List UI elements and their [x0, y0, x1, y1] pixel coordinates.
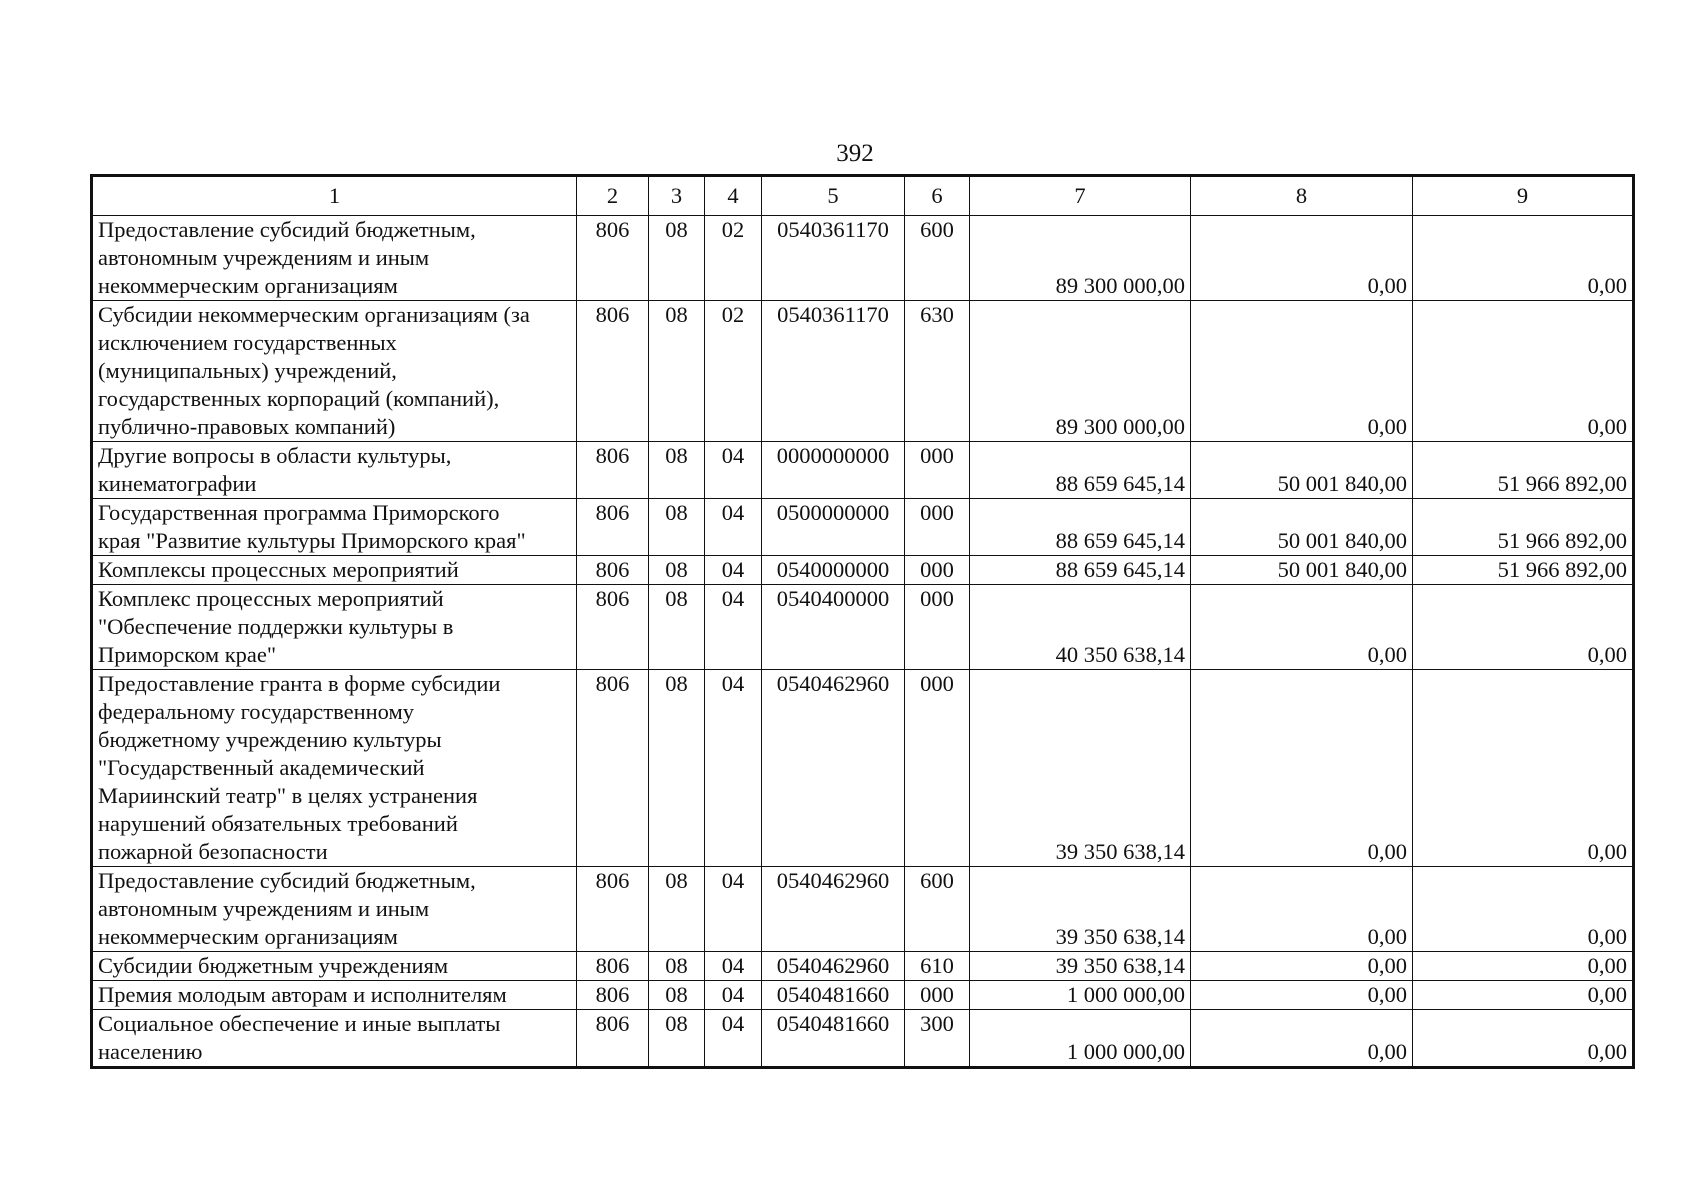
- expense-type-code: 000: [905, 556, 970, 585]
- ministry-code: 806: [577, 1010, 649, 1068]
- subsection-code: 04: [705, 981, 762, 1010]
- target-article-code: 0000000000: [762, 442, 905, 499]
- expense-type-code: 000: [905, 499, 970, 556]
- amount-col-7: 40 350 638,14: [970, 585, 1191, 670]
- ministry-code: 806: [577, 556, 649, 585]
- target-article-code: 0540361170: [762, 301, 905, 442]
- row-name-line: "Обеспечение поддержки культуры в: [98, 614, 454, 639]
- row-name-line: исключением государственных: [98, 330, 397, 355]
- budget-table: [90, 174, 1635, 1069]
- header-cell: 1: [92, 176, 577, 216]
- header-cell: 9: [1413, 176, 1634, 216]
- subsection-code: 04: [705, 556, 762, 585]
- row-name-line: Комплексы процессных мероприятий: [98, 557, 459, 582]
- table-row: [92, 1010, 1634, 1068]
- header-row: [92, 176, 1634, 216]
- subsection-code: 04: [705, 499, 762, 556]
- amount-col-7: 89 300 000,00: [970, 216, 1191, 301]
- section-code: 08: [649, 952, 705, 981]
- subsection-code: 04: [705, 585, 762, 670]
- amount-col-8: 0,00: [1191, 585, 1413, 670]
- row-name-line: нарушений обязательных требований: [98, 811, 458, 836]
- section-code: 08: [649, 556, 705, 585]
- amount-col-9: 51 966 892,00: [1413, 556, 1634, 585]
- target-article-code: 0540462960: [762, 952, 905, 981]
- target-article-code: 0540462960: [762, 670, 905, 867]
- expense-type-code: 610: [905, 952, 970, 981]
- row-name-line: бюджетному учреждению культуры: [98, 727, 442, 752]
- amount-col-7: 88 659 645,14: [970, 442, 1191, 499]
- target-article-code: 0540000000: [762, 556, 905, 585]
- table-row: [92, 216, 1634, 301]
- header-cell: 7: [970, 176, 1191, 216]
- amount-col-8: 0,00: [1191, 867, 1413, 952]
- header-cell: 5: [762, 176, 905, 216]
- subsection-code: 02: [705, 301, 762, 442]
- section-code: 08: [649, 585, 705, 670]
- target-article-code: 0540400000: [762, 585, 905, 670]
- amount-col-7: 89 300 000,00: [970, 301, 1191, 442]
- ministry-code: 806: [577, 301, 649, 442]
- subsection-code: 04: [705, 670, 762, 867]
- row-name-cell: [92, 952, 577, 981]
- row-name-line: (муниципальных) учреждений,: [98, 358, 397, 383]
- ministry-code: 806: [577, 981, 649, 1010]
- row-name-cell: [92, 981, 577, 1010]
- expense-type-code: 600: [905, 216, 970, 301]
- section-code: 08: [649, 867, 705, 952]
- expense-type-code: 000: [905, 585, 970, 670]
- row-name-cell: [92, 442, 577, 499]
- subsection-code: 04: [705, 1010, 762, 1068]
- ministry-code: 806: [577, 216, 649, 301]
- amount-col-7: 1 000 000,00: [970, 1010, 1191, 1068]
- amount-col-9: 0,00: [1413, 1010, 1634, 1068]
- section-code: 08: [649, 499, 705, 556]
- row-name-cell: [92, 670, 577, 867]
- ministry-code: 806: [577, 499, 649, 556]
- row-name-line: пожарной безопасности: [98, 839, 328, 864]
- amount-col-8: 0,00: [1191, 301, 1413, 442]
- amount-col-8: 0,00: [1191, 216, 1413, 301]
- target-article-code: 0540481660: [762, 1010, 905, 1068]
- amount-col-8: 0,00: [1191, 670, 1413, 867]
- expense-type-code: 630: [905, 301, 970, 442]
- row-name-line: Другие вопросы в области культуры,: [98, 443, 452, 468]
- amount-col-8: 0,00: [1191, 1010, 1413, 1068]
- row-name-line: Социальное обеспечение и иные выплаты: [98, 1011, 501, 1036]
- row-name-line: Мариинский театр" в целях устранения: [98, 783, 478, 808]
- row-name-cell: [92, 867, 577, 952]
- section-code: 08: [649, 301, 705, 442]
- row-name-line: государственных корпораций (компаний),: [98, 386, 500, 411]
- subsection-code: 04: [705, 867, 762, 952]
- ministry-code: 806: [577, 585, 649, 670]
- section-code: 08: [649, 442, 705, 499]
- row-name-cell: [92, 216, 577, 301]
- expense-type-code: 000: [905, 981, 970, 1010]
- amount-col-9: 0,00: [1413, 585, 1634, 670]
- amount-col-7: 88 659 645,14: [970, 556, 1191, 585]
- row-name-cell: [92, 585, 577, 670]
- section-code: 08: [649, 1010, 705, 1068]
- row-name-line: Предоставление субсидий бюджетным,: [98, 217, 476, 242]
- row-name-line: "Государственный академический: [98, 755, 425, 780]
- section-code: 08: [649, 216, 705, 301]
- table-row: [92, 952, 1634, 981]
- target-article-code: 0540361170: [762, 216, 905, 301]
- section-code: 08: [649, 981, 705, 1010]
- expense-type-code: 600: [905, 867, 970, 952]
- row-name-cell: [92, 301, 577, 442]
- row-name-line: края "Развитие культуры Приморского края": [98, 528, 526, 553]
- table-row: [92, 585, 1634, 670]
- amount-col-8: 50 001 840,00: [1191, 499, 1413, 556]
- row-name-line: федеральному государственному: [98, 699, 414, 724]
- expense-type-code: 000: [905, 442, 970, 499]
- amount-col-7: 39 350 638,14: [970, 670, 1191, 867]
- table-row: [92, 499, 1634, 556]
- row-name-cell: [92, 1010, 577, 1068]
- row-name-line: кинематографии: [98, 471, 257, 496]
- row-name-line: Субсидии бюджетным учреждениям: [98, 953, 449, 978]
- target-article-code: 0540481660: [762, 981, 905, 1010]
- expense-type-code: 000: [905, 670, 970, 867]
- row-name-line: Предоставление гранта в форме субсидии: [98, 671, 501, 696]
- header-cell: 8: [1191, 176, 1413, 216]
- amount-col-7: 88 659 645,14: [970, 499, 1191, 556]
- table-body: [92, 216, 1634, 1068]
- amount-col-9: 0,00: [1413, 301, 1634, 442]
- table-row: [92, 981, 1634, 1010]
- row-name-line: автономным учреждениям и иным: [98, 245, 430, 270]
- row-name-line: некоммерческим организациям: [98, 924, 398, 949]
- amount-col-9: 0,00: [1413, 867, 1634, 952]
- header-cell: 4: [705, 176, 762, 216]
- amount-col-7: 39 350 638,14: [970, 867, 1191, 952]
- subsection-code: 04: [705, 952, 762, 981]
- ministry-code: 806: [577, 442, 649, 499]
- amount-col-8: 0,00: [1191, 952, 1413, 981]
- subsection-code: 04: [705, 442, 762, 499]
- amount-col-8: 50 001 840,00: [1191, 556, 1413, 585]
- row-name-line: Приморском крае": [98, 642, 277, 667]
- table-row: [92, 301, 1634, 442]
- row-name-line: некоммерческим организациям: [98, 273, 398, 298]
- amount-col-9: 0,00: [1413, 670, 1634, 867]
- header-cell: 2: [577, 176, 649, 216]
- row-name-line: публично-правовых компаний): [98, 414, 396, 439]
- ministry-code: 806: [577, 670, 649, 867]
- amount-col-7: 39 350 638,14: [970, 952, 1191, 981]
- subsection-code: 02: [705, 216, 762, 301]
- target-article-code: 0500000000: [762, 499, 905, 556]
- ministry-code: 806: [577, 952, 649, 981]
- amount-col-7: 1 000 000,00: [970, 981, 1191, 1010]
- expense-type-code: 300: [905, 1010, 970, 1068]
- header-cell: 3: [649, 176, 705, 216]
- amount-col-9: 0,00: [1413, 952, 1634, 981]
- amount-col-8: 50 001 840,00: [1191, 442, 1413, 499]
- ministry-code: 806: [577, 867, 649, 952]
- amount-col-9: 51 966 892,00: [1413, 499, 1634, 556]
- row-name-line: Субсидии некоммерческим организациям (за: [98, 302, 530, 327]
- row-name-cell: [92, 499, 577, 556]
- table-row: [92, 556, 1634, 585]
- target-article-code: 0540462960: [762, 867, 905, 952]
- row-name-line: Предоставление субсидий бюджетным,: [98, 868, 476, 893]
- table-row: [92, 670, 1634, 867]
- amount-col-9: 0,00: [1413, 981, 1634, 1010]
- table-row: [92, 867, 1634, 952]
- row-name-line: Премия молодым авторам и исполнителям: [98, 982, 507, 1007]
- row-name-line: Комплекс процессных мероприятий: [98, 586, 444, 611]
- amount-col-9: 0,00: [1413, 216, 1634, 301]
- amount-col-8: 0,00: [1191, 981, 1413, 1010]
- row-name-line: автономным учреждениям и иным: [98, 896, 430, 921]
- section-code: 08: [649, 670, 705, 867]
- table-row: [92, 442, 1634, 499]
- page-number: 392: [836, 140, 874, 167]
- header-cell: 6: [905, 176, 970, 216]
- row-name-line: населению: [98, 1039, 203, 1064]
- row-name-line: Государственная программа Приморского: [98, 500, 500, 525]
- amount-col-9: 51 966 892,00: [1413, 442, 1634, 499]
- row-name-cell: [92, 556, 577, 585]
